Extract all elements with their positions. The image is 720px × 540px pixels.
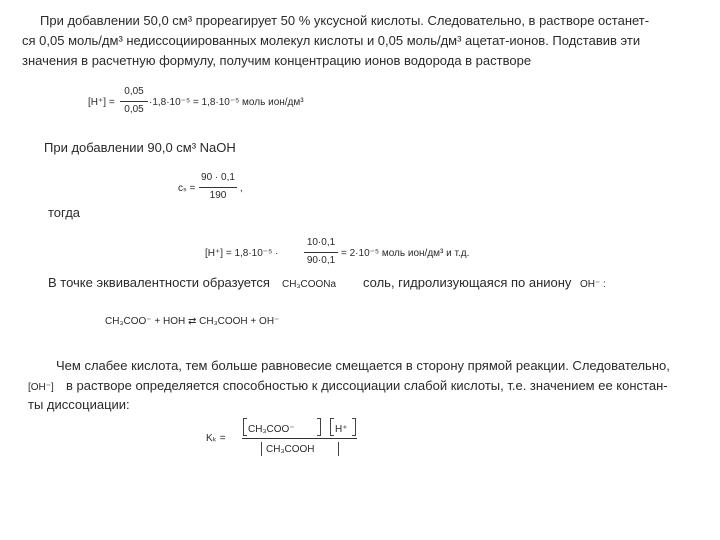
para-naoh: При добавлении 90,0 см³ NaOH [44,140,236,155]
f3-rest: = 2·10⁻⁵ моль ион/дм³ и т.д. [341,248,470,259]
f3-denominator: 90·0,1 [306,255,336,266]
para-weak-acid-1: Чем слабее кислота, тем больше равновесие смещается в сторону прямой реакции. Следовательно, [56,358,670,373]
f4-bracket-right-3 [338,442,339,456]
f1-lhs: [H⁺] = [88,97,115,108]
f2-denominator: 190 [209,190,227,201]
para-equivalence-formula: CH₃COONa [282,279,337,290]
f4-fraction-bar [242,438,357,439]
f4-bracket-left-1 [243,418,244,436]
f3-fraction-bar [304,252,338,253]
f2-lhs: cₛ = [178,183,196,194]
f4-bracket-right-2-top [352,418,356,419]
intro-line-2: ся 0,05 моль/дм³ недиссоциированных молекул кислоты и 0,05 моль/дм³ ацетат-ионов. Подставив эти [22,33,641,48]
f4-bracket-left-1-bottom [243,435,247,436]
f4-numerator-ion: CH₃COO⁻ [248,424,295,435]
f4-bracket-left-3 [261,442,262,456]
f4-bracket-right-1-top [317,418,321,419]
f4-bracket-right-2-bottom [352,435,356,436]
f4-bracket-right-1 [320,418,321,436]
f1-fraction-bar [120,101,148,102]
f1-rest: ·1,8·10⁻⁵ = 1,8·10⁻⁵ моль ион/дм³ [149,97,304,108]
f3-numerator: 10·0,1 [306,237,336,248]
f4-bracket-left-1-top [243,418,247,419]
f2-fraction-bar [199,187,237,188]
f4-bracket-left-2 [330,418,331,436]
intro-line-3: значения в расчетную формулу, получим концентрацию ионов водорода в растворе [22,53,532,68]
f4-bracket-right-2 [355,418,356,436]
intro-line-1: При добавлении 50,0 см³ прореагирует 50 % уксусной кислоты. Следовательно, в растворе останет- [40,13,650,28]
hydrolysis-reaction: CH₃COO⁻ + HOH ⇄ CH₃COOH + OH⁻ [105,316,280,327]
f4-lhs: Kₖ = [206,433,226,444]
f3-lhs: [H⁺] = 1,8·10⁻⁵ · [205,248,279,259]
f4-bracket-left-2-top [330,418,334,419]
f2-numerator: 90 · 0,1 [201,172,235,183]
para-equivalence-a: В точке эквивалентности образуется [48,275,270,290]
f2-tail: , [240,183,243,194]
para-weak-acid-3: ты диссоциации: [28,397,130,412]
f4-bracket-left-2-bottom [330,435,334,436]
word-togda: тогда [48,205,81,220]
f4-bracket-right-1-bottom [317,435,321,436]
para-weak-acid-oh: [OH⁻] [28,382,54,393]
para-equivalence-ion: OH⁻ : [580,279,606,290]
f1-numerator: 0,05 [124,86,144,97]
f1-denominator: 0,05 [124,104,144,115]
para-equivalence-b: соль, гидролизующаяся по аниону [363,275,572,290]
f4-denominator: CH₃COOH [266,444,315,455]
f4-numerator-h: H⁺ [335,424,348,435]
para-weak-acid-2: в растворе определяется способностью к диссоциации слабой кислоты, т.е. значением ее констан- [66,378,668,393]
